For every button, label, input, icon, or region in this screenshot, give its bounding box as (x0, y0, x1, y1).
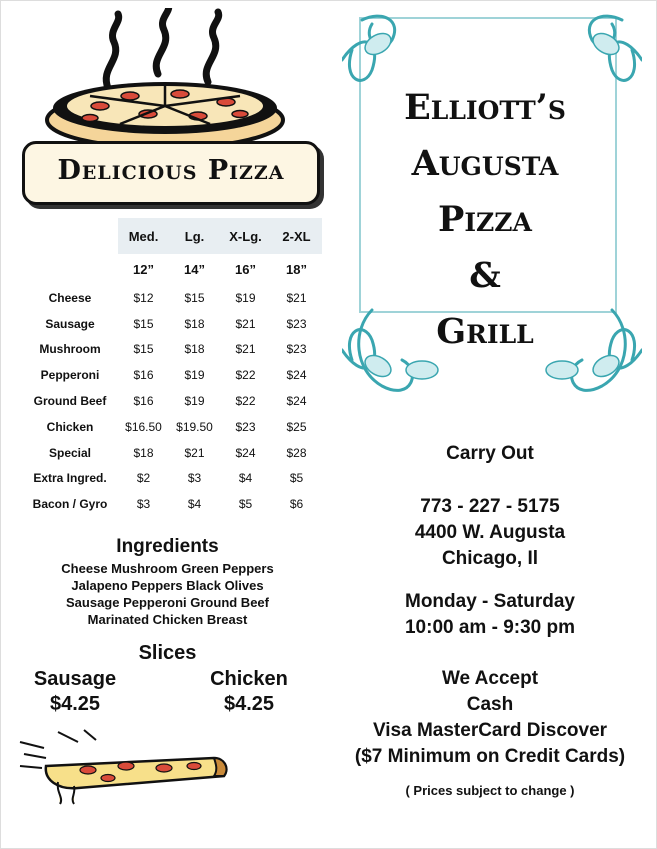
item-price: $19 (184, 394, 205, 409)
item-name: Bacon / Gyro (32, 497, 108, 512)
size-name: Lg. (169, 218, 220, 254)
item-price: $23 (235, 419, 256, 434)
table-row (22, 337, 322, 363)
item-price: $6 (289, 497, 304, 512)
city: Chicago, Il (441, 548, 539, 569)
title-line: & (469, 255, 501, 296)
table-row (22, 491, 322, 517)
ingredients-line: Jalapeno Peppers Black Olives (71, 578, 264, 593)
payment-cash: Cash (466, 694, 514, 715)
size-inches: 14” (184, 262, 205, 277)
item-price: $19.50 (176, 419, 213, 434)
item-name: Chicken (46, 419, 94, 434)
carry-out-text: Carry Out (446, 443, 534, 464)
item-price: $4 (187, 497, 202, 512)
item-price: $24 (286, 394, 307, 409)
item-price: $4 (238, 471, 253, 486)
item-price: $23 (286, 342, 307, 357)
phone-number: 773 - 227 - 5175 (420, 496, 560, 517)
contact-info (340, 494, 640, 572)
size-inches: 12” (133, 262, 154, 277)
item-price: $16 (133, 368, 154, 383)
size-inches: 18” (286, 262, 307, 277)
item-price: $22 (235, 394, 256, 409)
item-price: $3 (187, 471, 202, 486)
slice-price: $4.25 (223, 693, 275, 715)
hours-info (340, 589, 640, 641)
delicious-pizza-banner (22, 141, 320, 205)
item-price: $19 (235, 290, 256, 305)
slice-name: Chicken (210, 668, 288, 690)
item-name: Cheese (48, 290, 92, 305)
restaurant-title (355, 80, 615, 360)
size-names-row (22, 218, 322, 254)
table-row (22, 440, 322, 466)
title-line: Elliott’s (404, 87, 566, 128)
item-price: $16 (133, 394, 154, 409)
slices-title: Slices (138, 642, 197, 664)
title-line: Grill (436, 311, 534, 352)
slice-chicken (194, 667, 304, 717)
item-price: $22 (235, 368, 256, 383)
item-price: $24 (235, 445, 256, 460)
item-name: Special (48, 445, 92, 460)
table-row (22, 285, 322, 311)
payment-cards: Visa MasterCard Discover (372, 720, 608, 741)
open-hours: 10:00 am - 9:30 pm (404, 617, 576, 638)
table-row (22, 362, 322, 388)
item-name: Sausage (45, 316, 95, 331)
size-inches-row (22, 254, 322, 285)
street-address: 4400 W. Augusta (414, 522, 566, 543)
item-price: $3 (136, 497, 151, 512)
item-price: $21 (184, 445, 205, 460)
ingredients-line: Sausage Pepperoni Ground Beef (66, 595, 269, 610)
disclaimer (340, 778, 640, 804)
item-name: Pepperoni (40, 368, 100, 383)
item-name: Mushroom (39, 342, 101, 357)
item-price: $19 (184, 368, 205, 383)
open-days: Monday - Saturday (405, 591, 575, 612)
size-name: X-Lg. (220, 218, 271, 254)
item-price: $21 (235, 316, 256, 331)
ingredients-title: Ingredients (116, 536, 219, 557)
item-price: $23 (286, 316, 307, 331)
item-name: Ground Beef (33, 394, 107, 409)
size-name: Med. (118, 218, 169, 254)
header-blank (22, 218, 118, 254)
item-price: $18 (133, 445, 154, 460)
item-price: $16.50 (125, 419, 162, 434)
item-price: $12 (133, 290, 154, 305)
size-inches: 16” (235, 262, 256, 277)
price-table (22, 218, 322, 517)
table-row (22, 466, 322, 492)
title-line: Augusta (411, 143, 559, 184)
item-price: $25 (286, 419, 307, 434)
item-price: $18 (184, 342, 205, 357)
prices-disclaimer: ( Prices subject to change ) (405, 783, 575, 798)
item-price: $15 (184, 290, 205, 305)
carry-out-label (340, 441, 640, 467)
title-line: Pizza (438, 199, 532, 240)
item-price: $24 (286, 368, 307, 383)
slice-price: $4.25 (49, 693, 101, 715)
banner-text: Delicious Pizza (57, 155, 285, 186)
table-row (22, 414, 322, 440)
item-name: Extra Ingred. (33, 471, 107, 486)
table-row (22, 311, 322, 337)
card-minimum: ($7 Minimum on Credit Cards) (354, 746, 626, 767)
item-price: $15 (133, 316, 154, 331)
item-price: $15 (133, 342, 154, 357)
item-price: $5 (289, 471, 304, 486)
slice-sausage (20, 667, 130, 717)
size-name: 2-XL (271, 218, 322, 254)
item-price: $21 (235, 342, 256, 357)
pizza-slice-illustration (18, 728, 233, 806)
pizza-pie-illustration (30, 8, 300, 148)
size-blank (22, 254, 118, 285)
ingredients-line: Marinated Chicken Breast (87, 612, 248, 627)
table-row (22, 388, 322, 414)
ingredients-line: Cheese Mushroom Green Peppers (61, 561, 274, 576)
we-accept: We Accept (441, 668, 539, 689)
item-price: $21 (286, 290, 307, 305)
payment-info (340, 666, 640, 770)
item-price: $18 (184, 316, 205, 331)
slice-name: Sausage (33, 668, 117, 690)
ingredients-section (20, 536, 315, 628)
item-price: $2 (136, 471, 151, 486)
item-price: $5 (238, 497, 253, 512)
item-price: $28 (286, 445, 307, 460)
